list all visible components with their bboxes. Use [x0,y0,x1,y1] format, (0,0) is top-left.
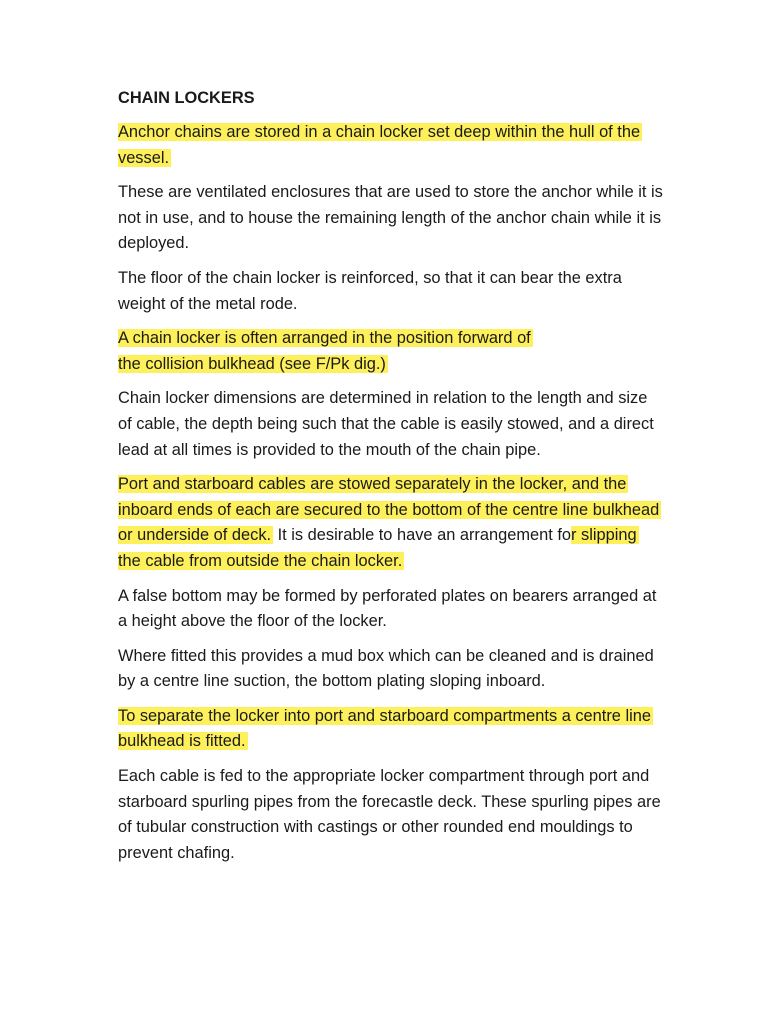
highlighted-text: Anchor chains are stored in a chain locker set deep within the hull of the vessel. [118,123,641,167]
paragraph-text: It is desirable to have an arrangement fo [273,526,572,545]
paragraph-false-bottom [118,584,663,635]
paragraph-text: Each cable is fed to the appropriate locker compartment through port and starboard spurling pipes from the forecastle deck. These spurling pipes are of tubular construction with castings or other rounded end mouldings to prevent chafing. [118,767,661,862]
paragraph-spurling-pipes [118,764,663,866]
paragraph-locker-dimensions [118,386,663,463]
highlighted-text: A chain locker is often arranged in the position forward of [118,329,531,348]
paragraph-locker-position [118,326,663,377]
paragraph-text: Chain locker dimensions are determined in relation to the length and size of cable, the depth being such that the cable is easily stowed, and a direct lead at all times is provided to the mouth of the chain pipe. [118,389,654,459]
paragraph-ventilated-enclosures [118,180,663,257]
highlighted-text: To separate the locker into port and starboard compartments a centre line bulkhead is fitted. [118,706,651,751]
highlighted-text: Port and starboard cables are stowed separately in the locker, and the inboard ends of each are secured to the bottom of the centre line bulkhead or underside of deck. [118,475,660,545]
paragraph-mud-box [118,644,663,695]
paragraph-text: Where fitted this provides a mud box which can be cleaned and is drained by a centre line suction, the bottom plating sloping inboard. [118,646,654,691]
page-title: CHAIN LOCKERS [118,89,255,107]
highlighted-text: r slipping the cable from outside the chain locker. [118,526,637,570]
paragraph-text: These are ventilated enclosures that are used to store the anchor while it is not in use, and to house the remaining length of the anchor chain while it is deployed. [118,183,663,253]
paragraph-centre-line-bulkhead [118,704,663,755]
document-body [118,86,663,875]
paragraph-text: The floor of the chain locker is reinforced, so that it can bear the extra weight of the metal rode. [118,268,622,313]
paragraph-anchor-chains [118,120,663,171]
highlighted-text: the collision bulkhead (see F/Pk dig.) [118,354,386,373]
paragraph-port-starboard-cables [118,472,663,574]
paragraph-text: A false bottom may be formed by perforated plates on bearers arranged at a height above the floor of the locker. [118,586,657,631]
paragraph-reinforced-floor [118,266,663,317]
